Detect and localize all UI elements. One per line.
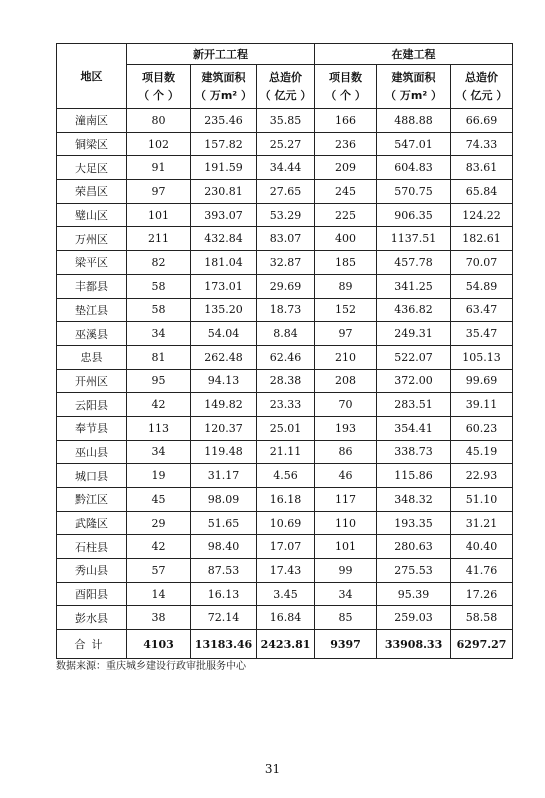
ongoing-cost-cell: 51.10 <box>451 488 513 512</box>
ongoing-count-cell: 210 <box>315 345 377 369</box>
new-area-cell: 98.40 <box>191 535 257 559</box>
ongoing-area-cell: 906.35 <box>377 203 451 227</box>
new-area-cell: 157.82 <box>191 132 257 156</box>
new-count-cell: 57 <box>127 559 191 583</box>
page-number: 31 <box>264 762 281 776</box>
new-cost-cell: 34.44 <box>257 156 315 180</box>
new-count-cell: 34 <box>127 440 191 464</box>
ongoing-cost-cell: 17.26 <box>451 582 513 606</box>
ongoing-cost-cell: 54.89 <box>451 274 513 298</box>
ongoing-area-cell: 570.75 <box>377 180 451 204</box>
new-area-cell: 120.37 <box>191 416 257 440</box>
ongoing-count-cell: 89 <box>315 274 377 298</box>
ongoing-count-cell: 86 <box>315 440 377 464</box>
new-cost-cell: 16.18 <box>257 488 315 512</box>
ongoing-area-cell: 488.88 <box>377 109 451 133</box>
ongoing-cost-cell: 58.58 <box>451 606 513 630</box>
new-count-cell: 101 <box>127 203 191 227</box>
new-area-cell: 191.59 <box>191 156 257 180</box>
ongoing-area-cell: 275.53 <box>377 559 451 583</box>
table-row <box>57 251 513 275</box>
ongoing-count-cell: 117 <box>315 488 377 512</box>
table-row <box>57 274 513 298</box>
new-cost-cell: 16.84 <box>257 606 315 630</box>
new-count-header: 项目数 （ 个 ） <box>127 65 191 109</box>
ongoing-cost-cell: 65.84 <box>451 180 513 204</box>
ongoing-count-cell: 185 <box>315 251 377 275</box>
new-count-cell: 95 <box>127 369 191 393</box>
table-row <box>57 416 513 440</box>
ongoing-cost-header: 总造价 （ 亿元 ） <box>451 65 513 109</box>
data-source-note: 数据来源：重庆城乡建设行政审批服务中心 <box>56 661 246 672</box>
new-area-cell: 230.81 <box>191 180 257 204</box>
region-cell: 秀山县 <box>57 559 127 583</box>
region-cell: 酉阳县 <box>57 582 127 606</box>
new-projects-header: 新开工工程 <box>127 44 315 65</box>
ongoing-cost-cell: 83.61 <box>451 156 513 180</box>
region-cell: 大足区 <box>57 156 127 180</box>
table-row <box>57 464 513 488</box>
new-area-cell: 119.48 <box>191 440 257 464</box>
ongoing-cost-cell: 66.69 <box>451 109 513 133</box>
ongoing-area-cell: 522.07 <box>377 345 451 369</box>
new-cost-cell: 4.56 <box>257 464 315 488</box>
ongoing-cost-cell: 74.33 <box>451 132 513 156</box>
new-cost-header: 总造价 （ 亿元 ） <box>257 65 315 109</box>
new-cost-cell: 83.07 <box>257 227 315 251</box>
ongoing-count-cell: 101 <box>315 535 377 559</box>
table-row <box>57 345 513 369</box>
table-body <box>57 109 513 630</box>
ongoing-area-cell: 436.82 <box>377 298 451 322</box>
ongoing-area-cell: 457.78 <box>377 251 451 275</box>
new-cost-cell: 32.87 <box>257 251 315 275</box>
ongoing-count-cell: 99 <box>315 559 377 583</box>
ongoing-count-cell: 46 <box>315 464 377 488</box>
new-count-cell: 97 <box>127 180 191 204</box>
new-cost-cell: 17.07 <box>257 535 315 559</box>
ongoing-count-cell: 208 <box>315 369 377 393</box>
total-row <box>57 630 513 659</box>
new-count-cell: 29 <box>127 511 191 535</box>
new-count-cell: 38 <box>127 606 191 630</box>
new-cost-cell: 21.11 <box>257 440 315 464</box>
ongoing-area-cell: 1137.51 <box>377 227 451 251</box>
new-area-cell: 173.01 <box>191 274 257 298</box>
ongoing-cost-cell: 99.69 <box>451 369 513 393</box>
ongoing-count-cell: 97 <box>315 322 377 346</box>
ongoing-area-header: 建筑面积 （ 万m² ） <box>377 65 451 109</box>
table-row <box>57 132 513 156</box>
ongoing-area-cell: 338.73 <box>377 440 451 464</box>
new-cost-cell: 27.65 <box>257 180 315 204</box>
region-cell: 璧山区 <box>57 203 127 227</box>
region-cell: 彭水县 <box>57 606 127 630</box>
ongoing-count-cell: 166 <box>315 109 377 133</box>
new-cost-cell: 25.01 <box>257 416 315 440</box>
new-area-cell: 72.14 <box>191 606 257 630</box>
ongoing-area-cell: 95.39 <box>377 582 451 606</box>
region-cell: 开州区 <box>57 369 127 393</box>
new-area-header: 建筑面积 （ 万m² ） <box>191 65 257 109</box>
table-row <box>57 109 513 133</box>
ongoing-cost-cell: 182.61 <box>451 227 513 251</box>
table-row <box>57 156 513 180</box>
ongoing-cost-cell: 31.21 <box>451 511 513 535</box>
new-count-cell: 34 <box>127 322 191 346</box>
ongoing-cost-cell: 70.07 <box>451 251 513 275</box>
ongoing-cost-cell: 124.22 <box>451 203 513 227</box>
region-cell: 云阳县 <box>57 393 127 417</box>
total-new-cost: 2423.81 <box>257 630 315 659</box>
ongoing-cost-cell: 45.19 <box>451 440 513 464</box>
new-area-cell: 31.17 <box>191 464 257 488</box>
ongoing-area-cell: 604.83 <box>377 156 451 180</box>
new-area-cell: 235.46 <box>191 109 257 133</box>
table-row <box>57 369 513 393</box>
ongoing-count-cell: 110 <box>315 511 377 535</box>
new-cost-cell: 53.29 <box>257 203 315 227</box>
ongoing-count-cell: 225 <box>315 203 377 227</box>
new-count-cell: 58 <box>127 274 191 298</box>
region-cell: 忠县 <box>57 345 127 369</box>
region-cell: 荣昌区 <box>57 180 127 204</box>
new-area-cell: 432.84 <box>191 227 257 251</box>
ongoing-cost-cell: 60.23 <box>451 416 513 440</box>
new-count-cell: 81 <box>127 345 191 369</box>
ongoing-area-cell: 249.31 <box>377 322 451 346</box>
ongoing-count-cell: 152 <box>315 298 377 322</box>
table-row <box>57 582 513 606</box>
table-row <box>57 180 513 204</box>
ongoing-count-header: 项目数 （ 个 ） <box>315 65 377 109</box>
new-count-cell: 14 <box>127 582 191 606</box>
new-area-cell: 51.65 <box>191 511 257 535</box>
ongoing-count-cell: 85 <box>315 606 377 630</box>
region-cell: 垫江县 <box>57 298 127 322</box>
region-cell: 万州区 <box>57 227 127 251</box>
ongoing-cost-cell: 41.76 <box>451 559 513 583</box>
table-row <box>57 606 513 630</box>
new-count-cell: 42 <box>127 535 191 559</box>
ongoing-area-cell: 372.00 <box>377 369 451 393</box>
ongoing-cost-cell: 22.93 <box>451 464 513 488</box>
ongoing-cost-cell: 40.40 <box>451 535 513 559</box>
region-cell: 城口县 <box>57 464 127 488</box>
new-count-cell: 42 <box>127 393 191 417</box>
construction-statistics-table <box>56 43 513 659</box>
new-cost-cell: 3.45 <box>257 582 315 606</box>
ongoing-count-cell: 236 <box>315 132 377 156</box>
table-row <box>57 298 513 322</box>
new-cost-cell: 23.33 <box>257 393 315 417</box>
new-count-cell: 211 <box>127 227 191 251</box>
total-new-count: 4103 <box>127 630 191 659</box>
new-cost-cell: 62.46 <box>257 345 315 369</box>
table-row <box>57 203 513 227</box>
new-count-cell: 113 <box>127 416 191 440</box>
region-cell: 石柱县 <box>57 535 127 559</box>
region-header: 地区 <box>57 44 127 109</box>
new-area-cell: 181.04 <box>191 251 257 275</box>
new-area-cell: 87.53 <box>191 559 257 583</box>
new-area-cell: 262.48 <box>191 345 257 369</box>
region-cell: 梁平区 <box>57 251 127 275</box>
table-row <box>57 559 513 583</box>
ongoing-count-cell: 209 <box>315 156 377 180</box>
ongoing-count-cell: 400 <box>315 227 377 251</box>
ongoing-count-cell: 34 <box>315 582 377 606</box>
total-label: 合计 <box>57 630 127 659</box>
new-area-cell: 94.13 <box>191 369 257 393</box>
ongoing-area-cell: 115.86 <box>377 464 451 488</box>
region-cell: 丰都县 <box>57 274 127 298</box>
new-count-cell: 91 <box>127 156 191 180</box>
new-count-cell: 102 <box>127 132 191 156</box>
new-cost-cell: 10.69 <box>257 511 315 535</box>
region-cell: 武隆区 <box>57 511 127 535</box>
region-cell: 奉节县 <box>57 416 127 440</box>
new-count-cell: 82 <box>127 251 191 275</box>
new-count-cell: 80 <box>127 109 191 133</box>
table-row <box>57 488 513 512</box>
new-cost-cell: 28.38 <box>257 369 315 393</box>
ongoing-area-cell: 348.32 <box>377 488 451 512</box>
new-cost-cell: 8.84 <box>257 322 315 346</box>
table-row <box>57 393 513 417</box>
table-row <box>57 322 513 346</box>
ongoing-cost-cell: 39.11 <box>451 393 513 417</box>
new-area-cell: 98.09 <box>191 488 257 512</box>
ongoing-cost-cell: 35.47 <box>451 322 513 346</box>
region-cell: 巫山县 <box>57 440 127 464</box>
table-row <box>57 440 513 464</box>
new-cost-cell: 29.69 <box>257 274 315 298</box>
ongoing-area-cell: 341.25 <box>377 274 451 298</box>
total-ongoing-cost: 6297.27 <box>451 630 513 659</box>
ongoing-area-cell: 259.03 <box>377 606 451 630</box>
new-area-cell: 16.13 <box>191 582 257 606</box>
region-cell: 巫溪县 <box>57 322 127 346</box>
ongoing-area-cell: 280.63 <box>377 535 451 559</box>
ongoing-projects-header: 在建工程 <box>315 44 513 65</box>
ongoing-area-cell: 193.35 <box>377 511 451 535</box>
ongoing-count-cell: 193 <box>315 416 377 440</box>
new-area-cell: 135.20 <box>191 298 257 322</box>
new-cost-cell: 25.27 <box>257 132 315 156</box>
region-cell: 潼南区 <box>57 109 127 133</box>
ongoing-count-cell: 245 <box>315 180 377 204</box>
total-ongoing-area: 33908.33 <box>377 630 451 659</box>
new-area-cell: 54.04 <box>191 322 257 346</box>
new-cost-cell: 17.43 <box>257 559 315 583</box>
new-area-cell: 149.82 <box>191 393 257 417</box>
new-count-cell: 19 <box>127 464 191 488</box>
region-cell: 铜梁区 <box>57 132 127 156</box>
ongoing-area-cell: 354.41 <box>377 416 451 440</box>
ongoing-cost-cell: 105.13 <box>451 345 513 369</box>
ongoing-area-cell: 547.01 <box>377 132 451 156</box>
table-row <box>57 227 513 251</box>
new-count-cell: 45 <box>127 488 191 512</box>
new-count-cell: 58 <box>127 298 191 322</box>
new-area-cell: 393.07 <box>191 203 257 227</box>
ongoing-cost-cell: 63.47 <box>451 298 513 322</box>
total-new-area: 13183.46 <box>191 630 257 659</box>
total-ongoing-count: 9397 <box>315 630 377 659</box>
region-cell: 黔江区 <box>57 488 127 512</box>
table-row <box>57 511 513 535</box>
ongoing-area-cell: 283.51 <box>377 393 451 417</box>
new-cost-cell: 18.73 <box>257 298 315 322</box>
table-row <box>57 535 513 559</box>
new-cost-cell: 35.85 <box>257 109 315 133</box>
ongoing-count-cell: 70 <box>315 393 377 417</box>
